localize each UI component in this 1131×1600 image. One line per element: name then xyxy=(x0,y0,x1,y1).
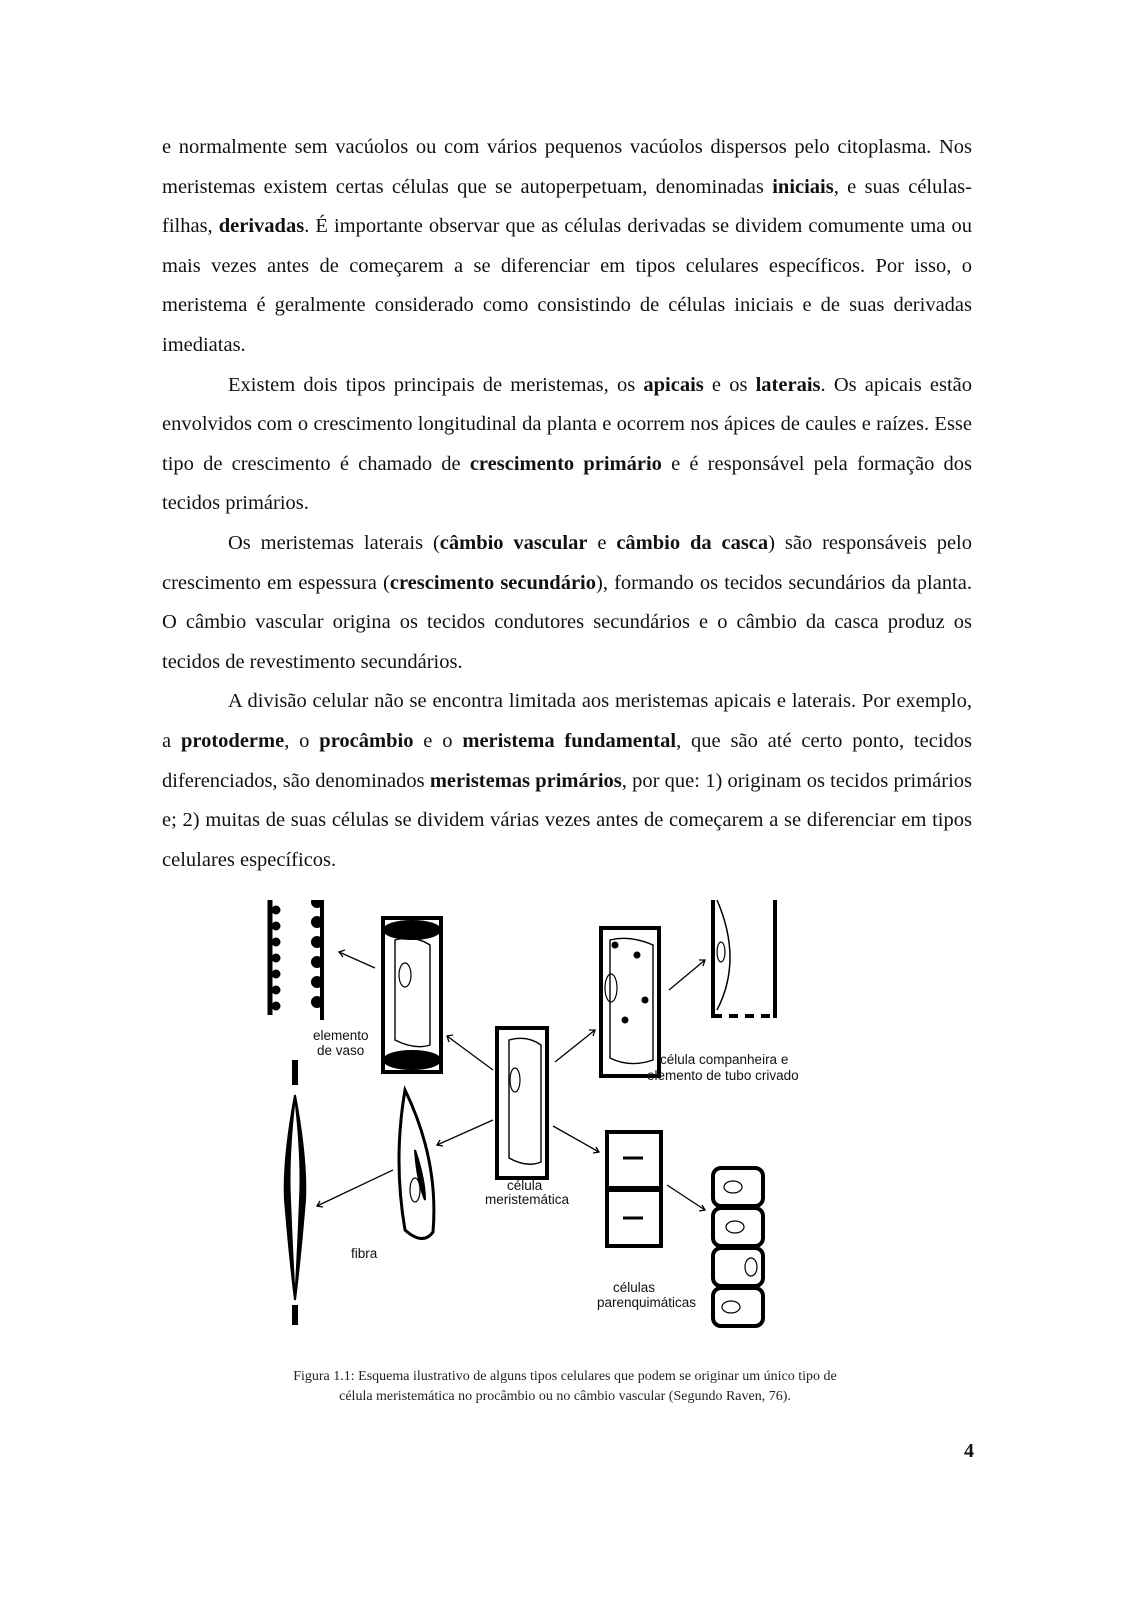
label-vessel-line-2: de vaso xyxy=(317,1043,365,1058)
text-run: . Os apicais estão envolvidos com o crescimento longitudinal da planta e ocorrem nos ápices de caules e raízes. Esse tipo de crescimento é chamado de xyxy=(162,373,972,475)
text-run: e o xyxy=(413,729,463,752)
label-meristem-line-2: meristemática xyxy=(485,1192,570,1207)
label-companion-line-2: elemento de tubo crivado xyxy=(647,1068,799,1083)
meristematic-cell xyxy=(497,1028,547,1178)
text-run: e os xyxy=(703,373,756,396)
cell-types-diagram xyxy=(265,900,885,1360)
vessel-wall-strip-1 xyxy=(270,900,280,1015)
caption-line-1: Figura 1.1: Esquema ilustrativo de alguns tipos celulares que podem se originar um único tipo de xyxy=(293,1369,837,1384)
label-parenchyma-line-2: parenquimáticas xyxy=(597,1295,697,1310)
text-run: e normalmente sem vacúolos ou com vários pequenos vacúolos dispersos pelo citoplasma. Nos meristemas existem certas células que se autoperpetuam, denominadas xyxy=(162,136,972,198)
companion-cell-wall xyxy=(713,900,775,1018)
parenchyma-cell-dividing xyxy=(607,1132,661,1246)
sieve-tube-cell xyxy=(601,928,659,1076)
bold-term: laterais xyxy=(755,373,821,396)
developing-fiber-cell xyxy=(399,1090,434,1239)
bold-term: derivadas xyxy=(218,215,305,238)
text-run: Os meristemas laterais ( xyxy=(228,531,440,554)
parenchyma-cell-row xyxy=(713,1168,763,1326)
fiber-cell xyxy=(285,1060,306,1325)
bold-term: câmbio da casca xyxy=(616,531,769,554)
text-run: , e suas células-filhas, xyxy=(162,175,972,238)
label-vessel-line-1: elemento xyxy=(313,1028,369,1043)
bold-term: apicais xyxy=(643,373,704,396)
label-fiber: fibra xyxy=(351,1246,378,1261)
bold-term: crescimento primário xyxy=(469,452,662,475)
vessel-wall-strip-2 xyxy=(312,900,322,1020)
bold-term: crescimento secundário xyxy=(389,571,596,594)
bold-term: iniciais xyxy=(772,175,834,198)
bold-term: meristemas primários xyxy=(429,769,622,792)
text-run: . É importante observar que as células derivadas se dividem comumente uma ou mais vezes antes de começarem a se diferenciar em tipos celulares específicos. Por isso, o meristema é geralmente considerado como consistindo de células iniciais e de suas derivadas imediatas. xyxy=(162,215,972,356)
paragraph xyxy=(162,366,972,524)
text-run: Existem dois tipos principais de meristemas, os xyxy=(228,373,644,396)
label-companion-line-1: célula companheira e xyxy=(660,1052,789,1067)
paragraph xyxy=(162,682,972,880)
text-run: , o xyxy=(284,729,320,752)
figure-cell-types xyxy=(265,900,885,1360)
body-text xyxy=(162,128,972,880)
text-run: ), formando os tecidos secundários da planta. O câmbio vascular origina os tecidos condutores secundários e o câmbio da casca produz os tecidos de revestimento secundários. xyxy=(162,571,973,673)
bold-term: meristema fundamental xyxy=(462,729,677,752)
text-run: e é responsável pela formação dos tecidos primários. xyxy=(162,452,972,515)
caption-line-2: célula meristemática no procâmbio ou no câmbio vascular (Segundo Raven, 76). xyxy=(339,1389,791,1404)
page-number: 4 xyxy=(964,1440,974,1462)
label-meristem-line-1: célula xyxy=(507,1178,543,1193)
text-run: e xyxy=(587,531,617,554)
text-run: , por que: 1) originam os tecidos primários e; 2) muitas de suas células se dividem várias vezes antes de começarem a se diferenciar em tipos celulares específicos. xyxy=(162,769,973,871)
text-run: A divisão celular não se encontra limitada aos meristemas apicais e laterais. Por exemplo, a xyxy=(162,690,972,752)
paragraph xyxy=(162,524,972,682)
bold-term: câmbio vascular xyxy=(439,531,588,554)
figure-caption xyxy=(230,1367,900,1407)
text-run: , que são até certo ponto, tecidos diferenciados, são denominados xyxy=(162,729,972,792)
label-parenchyma-line-1: células xyxy=(613,1280,656,1295)
paragraph xyxy=(162,128,972,366)
text-run: ) são responsáveis pelo crescimento em espessura ( xyxy=(162,531,972,594)
vessel-element-cell xyxy=(383,918,441,1072)
bold-term: protoderme xyxy=(180,729,285,752)
bold-term: procâmbio xyxy=(319,729,414,752)
